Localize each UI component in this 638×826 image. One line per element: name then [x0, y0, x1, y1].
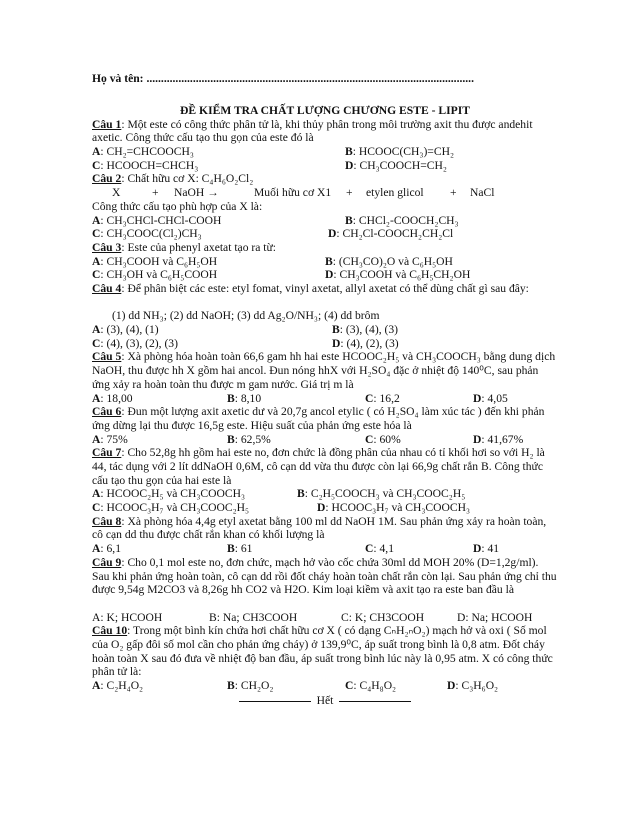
- option-a: 18,00: [106, 391, 133, 405]
- option-letter: A: [92, 323, 101, 337]
- option-b: 61: [240, 542, 253, 556]
- option-letter: A: [92, 542, 101, 556]
- option-letter: B: [332, 323, 340, 337]
- option-letter: C: [92, 501, 101, 515]
- name-dots: .................................................................................................................: [146, 72, 474, 85]
- question-label: Câu 5: [92, 350, 122, 364]
- option-letter: A: [92, 487, 101, 501]
- question-8: [92, 515, 558, 542]
- option-letter: D: [317, 501, 326, 515]
- question-10: [92, 624, 558, 679]
- exam-title: ĐỀ KIỂM TRA CHẤT LƯỢNG CHƯƠNG ESTE - LIPIT: [180, 104, 470, 117]
- question-sub: (1) dd NH₃; (2) dd NaOH; (3) dd Ag₂O/NH₃; (4) dd brôm: [112, 309, 380, 323]
- question-3: [92, 241, 558, 255]
- option-c: CH₃OH và C₆H₅COOH: [106, 268, 218, 282]
- option-b: CHCl₂-COOCH₂CH₃: [358, 213, 459, 227]
- option-a: CH₂=CHCOOCH₃: [106, 145, 194, 159]
- question-label: Câu 8: [92, 514, 122, 528]
- question-6: [92, 405, 558, 432]
- question-label: Câu 6: [92, 405, 122, 419]
- question-text: : Chất hữu cơ X: C₄H₆O₂Cl₂: [121, 172, 254, 186]
- question-text: : Trong một bình kín chứa hơi chất hữu cơ X ( có dạng CₙH₂ₙO₂) mạch hở và oxi ( Số mol của O₂ gấp đôi số mol cần cho phản ứng cháy) ở 139,9⁰C, áp suất trong bình là 0,8 atm. Đốt cháy hoàn toàn X sau đó đưa về nhiệt độ ban đầu, áp suất trong bình lúc này là 0,95 atm. X có công thức phân tử là:: [92, 624, 553, 679]
- option-c: 60%: [379, 432, 401, 446]
- option-b: CH₂O₂: [240, 679, 274, 693]
- option-a: 6,1: [106, 542, 121, 556]
- options-row: C: HCOOC₃H₇ và CH₃COOC₂H₅ D: HCOOC₃H₇ và CH₃COOCH₃: [92, 501, 471, 515]
- option-letter: B: [209, 610, 217, 624]
- end-text: Hết: [316, 693, 334, 707]
- option-letter: D: [457, 610, 466, 624]
- name-label: Họ và tên:: [92, 72, 144, 85]
- option-letter: A: [92, 254, 101, 268]
- divider-line: [339, 701, 411, 702]
- option-a: HCOOC₂H₅ và CH₃COOCH₃: [106, 487, 246, 501]
- option-letter: D: [325, 268, 334, 282]
- option-letter: B: [297, 487, 305, 501]
- question-1: [92, 118, 558, 145]
- option-letter: C: [365, 432, 374, 446]
- option-d: HCOOC₃H₇ và CH₃COOCH₃: [331, 501, 471, 515]
- reactant-naoh: NaOH →: [174, 186, 219, 200]
- option-letter: A: [92, 679, 101, 693]
- option-letter: B: [227, 679, 235, 693]
- option-letter: C: [92, 268, 101, 282]
- question-label: Câu 4: [92, 281, 122, 295]
- question-9: [92, 556, 558, 611]
- question-label: Câu 1: [92, 117, 122, 131]
- option-b: Na; CH3COOH: [222, 610, 298, 624]
- options-row: C: HCOOCH=CHCH₃ D: CH₃COOCH=CH₂: [92, 158, 447, 172]
- option-letter: B: [345, 213, 353, 227]
- question-7: [92, 446, 558, 487]
- option-letter: C: [365, 391, 374, 405]
- options-row: A: CH₂=CHCOOCH₃ B: HCOOC(CH₃)=CH₂: [92, 145, 454, 159]
- option-b: (CH₃CO)₂O và C₆H₅OH: [338, 254, 453, 268]
- options-row: A: CH₃COOH và C₆H₅OH B: (CH₃CO)₂O và C₆H₅OH: [92, 254, 453, 268]
- question-2: [92, 172, 558, 186]
- option-d: C₃H₆O₂: [461, 679, 499, 693]
- option-c: 4,1: [379, 542, 394, 556]
- product-nacl: NaCl: [470, 186, 495, 200]
- option-b: C₂H₅COOCH₃ và CH₃COOC₂H₅: [310, 487, 466, 501]
- option-letter: B: [227, 391, 235, 405]
- question-label: Câu 3: [92, 240, 122, 254]
- option-c: CH₃COOC(Cl₂)CH₃: [106, 227, 202, 241]
- plus-sign: +: [152, 186, 159, 200]
- reaction-equation: [92, 186, 558, 200]
- option-c: HCOOC₃H₇ và CH₃COOC₂H₅: [106, 501, 250, 515]
- option-d: Na; HCOOH: [471, 610, 533, 624]
- options-row: A: 18,00 B: 8,10 C: 16,2 D: 4,05: [92, 391, 508, 405]
- option-c: (4), (3), (2), (3): [106, 336, 178, 350]
- option-a: C₂H₄O₂: [106, 679, 144, 693]
- option-letter: C: [92, 227, 101, 241]
- option-c: HCOOCH=CHCH₃: [106, 158, 199, 172]
- option-letter: C: [345, 679, 354, 693]
- option-letter: D: [473, 542, 482, 556]
- option-a: 75%: [106, 432, 128, 446]
- options-row: C: CH₃COOC(Cl₂)CH₃ D: CH₂Cl-COOCH₂CH₂Cl: [92, 227, 454, 241]
- option-letter: B: [325, 254, 333, 268]
- option-letter: D: [473, 391, 482, 405]
- option-letter: A: [92, 432, 101, 446]
- divider-line: [239, 701, 311, 702]
- exam-document: [92, 72, 558, 707]
- question-text-2: Công thức cấu tạo phù hợp của X là:: [92, 199, 263, 213]
- option-d: 41,67%: [487, 432, 524, 446]
- option-a: CH₃CHCl-CHCl-COOH: [106, 213, 222, 227]
- option-letter: C: [341, 610, 349, 624]
- option-letter: B: [227, 432, 235, 446]
- option-b: 62,5%: [240, 432, 271, 446]
- option-d: 4,05: [487, 391, 508, 405]
- plus-sign: +: [450, 186, 457, 200]
- question-label: Câu 7: [92, 446, 122, 460]
- option-d: (4), (2), (3): [346, 336, 399, 350]
- options-row: A: CH₃CHCl-CHCl-COOH B: CHCl₂-COOCH₂CH₃: [92, 213, 459, 227]
- option-a: (3), (4), (1): [106, 323, 159, 337]
- option-c: 16,2: [379, 391, 400, 405]
- options-row: C: CH₃OH và C₆H₅COOH D: CH₃COOH và C₆H₅CH₂OH: [92, 268, 471, 282]
- option-d: CH₃COOCH=CH₂: [359, 158, 447, 172]
- question-text: : Este của phenyl axetat tạo ra từ:: [121, 240, 277, 254]
- option-letter: D: [332, 336, 341, 350]
- options-row: A: C₂H₄O₂ B: CH₂O₂ C: C₄H₈O₂ D: C₃H₆O₂: [92, 679, 499, 693]
- question-text: : Để phân biệt các este: etyl fomat, vinyl axetat, allyl axetat có thể dùng chất gì sau đây:: [121, 281, 529, 295]
- question-text: : Một este có công thức phân tử là, khi thủy phân trong môi trường axit thu được andehit axetic. Công thức cấu tạo thu gọn của este đó là: [92, 117, 533, 145]
- option-d: CH₃COOH và C₆H₅CH₂OH: [339, 268, 471, 282]
- question-5: [92, 350, 558, 391]
- question-label: Câu 10: [92, 624, 128, 638]
- option-a: CH₃COOH và C₆H₅OH: [106, 254, 218, 268]
- product-salt: Muối hữu cơ X1: [254, 186, 332, 200]
- option-c: K; CH3COOH: [354, 610, 425, 624]
- option-d: 41: [487, 542, 500, 556]
- option-letter: A: [92, 610, 101, 624]
- option-b: HCOOC(CH₃)=CH₂: [358, 145, 454, 159]
- option-letter: D: [447, 679, 456, 693]
- option-letter: D: [345, 158, 354, 172]
- option-d: CH₂Cl-COOCH₂CH₂Cl: [342, 227, 454, 241]
- option-letter: B: [227, 542, 235, 556]
- question-text: : Cho 52,8g hh gồm hai este no, đơn chức là đồng phân của nhau có tỉ khối hơi so với H₂ là 44, tác dụng với 2 lít ddNaOH 0,6M, cô cạn dd vừa thu được còn lại 66,9g chất rắn B. Công thức cấu tạo thu gọn của hai este là: [92, 446, 545, 487]
- option-letter: D: [473, 432, 482, 446]
- option-b: (3), (4), (3): [345, 323, 399, 337]
- option-letter: C: [365, 542, 374, 556]
- options-row: C: (4), (3), (2), (3) D: (4), (2), (3): [92, 336, 399, 350]
- options-row: A: K; HCOOH B: Na; CH3COOH C: K; CH3COOH D: Na; HCOOH: [92, 610, 533, 624]
- question-text: : Đun một lượng axit axetic dư và 20,7g ancol etylic ( có H₂SO₄ làm xúc tác ) đến khi phản ứng dừng lại thu được 16,5g este. Hiệu suất của phản ứng este hóa là: [92, 405, 545, 432]
- options-row: A: (3), (4), (1) B: (3), (4), (3): [92, 323, 399, 337]
- question-label: Câu 9: [92, 555, 122, 569]
- reactant-x: X: [112, 186, 121, 200]
- option-a: K; HCOOH: [106, 610, 163, 624]
- question-text: : Cho 0,1 mol este no, đơn chức, mạch hở vào cốc chứa 30ml dd MOH 20% (D=1,2g/ml). Sau khi phản ứng hoàn toàn, cô cạn dd rồi đốt cháy hoàn toàn chất rắn còn lại. Sau phản ứng chỉ thu được 9,54g M2CO3 và 8,26g hh CO2 và H2O. Kim loại kiềm và axit tạo ra este ban đầu là: [92, 555, 557, 597]
- option-letter: C: [92, 158, 101, 172]
- options-row: A: HCOOC₂H₅ và CH₃COOCH₃ B: C₂H₅COOCH₃ và CH₃COOC₂H₅: [92, 487, 466, 501]
- option-letter: A: [92, 145, 101, 159]
- option-letter: A: [92, 391, 101, 405]
- plus-sign: +: [346, 186, 353, 200]
- question-text: : Xà phòng hóa 4,4g etyl axetat bằng 100 ml dd NaOH 1M. Sau phản ứng xảy ra hoàn toàn, cô cạn dd thu được chất rắn khan có khối lượng là: [92, 514, 547, 542]
- option-letter: C: [92, 336, 101, 350]
- product-glycol: etylen glicol: [366, 186, 424, 200]
- question-text: : Xà phòng hóa hoàn toàn 66,6 gam hh hai este HCOOC₂H₅ và CH₃COOCH₃ bằng dung dịch NaOH, thu được hh X gồm hai ancol. Đun nóng hhX với H₂SO₄ đặc ở nhiệt độ 140⁰C, sau phản ứng xảy ra hoàn toàn thu được m gam nước. Giá trị m là: [92, 350, 556, 391]
- option-c: C₄H₈O₂: [359, 679, 397, 693]
- name-line: [92, 72, 558, 104]
- option-letter: B: [345, 145, 353, 159]
- question-label: Câu 2: [92, 172, 122, 186]
- question-4: [92, 282, 558, 309]
- end-marker: [92, 694, 558, 708]
- options-row: A: 75% B: 62,5% C: 60% D: 41,67%: [92, 432, 524, 446]
- option-b: 8,10: [240, 391, 262, 405]
- option-letter: A: [92, 213, 101, 227]
- option-letter: D: [328, 227, 337, 241]
- options-row: A: 6,1 B: 61 C: 4,1 D: 41: [92, 542, 500, 556]
